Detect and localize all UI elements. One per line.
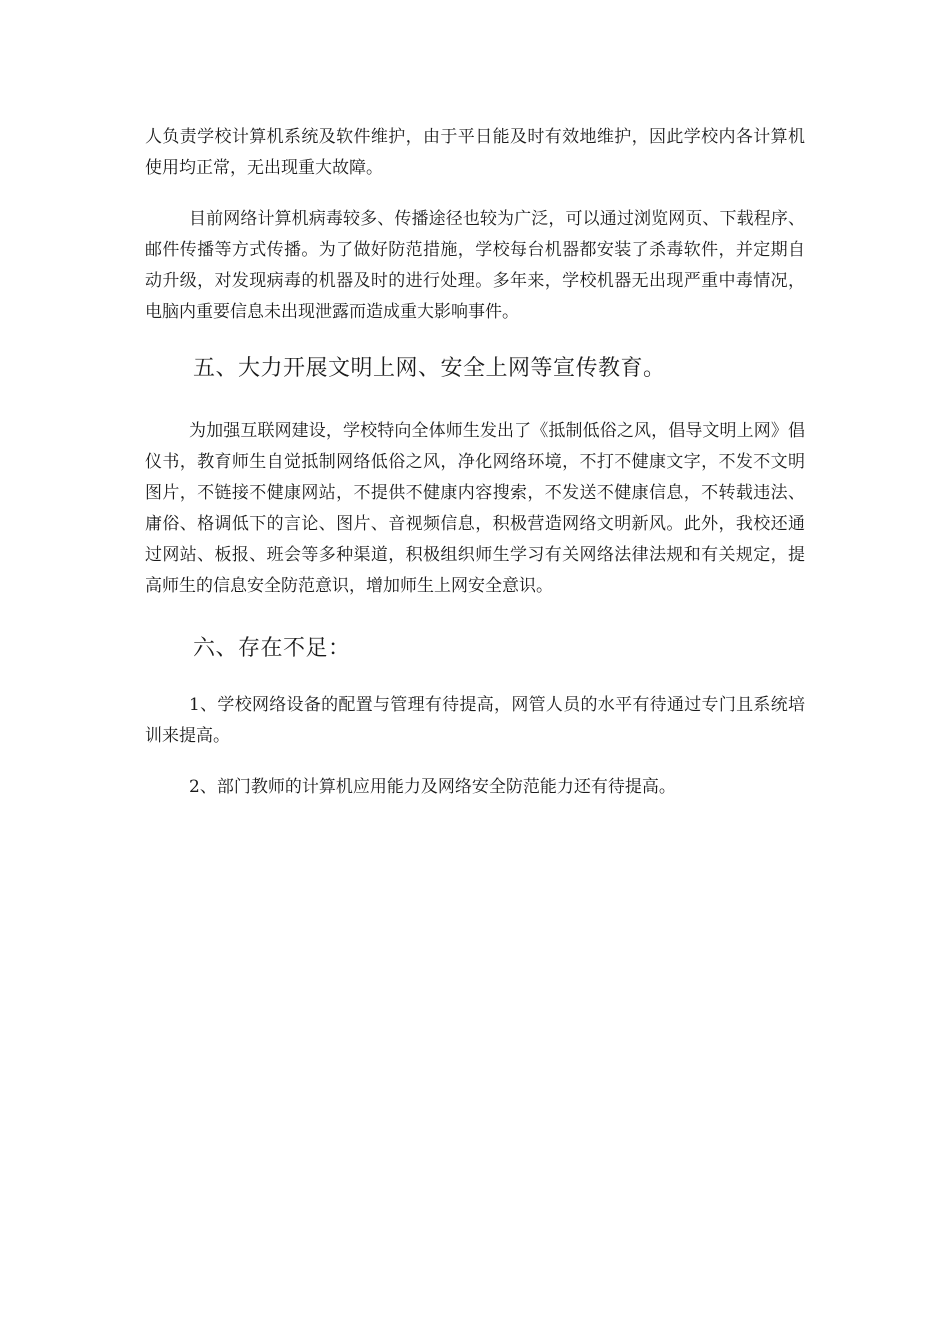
section-heading-six: 六、存在不足： [193,636,351,661]
document-page [145,122,805,803]
paragraph-continuation: 人负责学校计算机系统及软件维护，由于平日能及时有效地维护，因此学校内各计算机使用均正常，无出现重大故障。 [145,127,805,178]
paragraph-virus-protection: 目前网络计算机病毒较多、传播途径也较为广泛，可以通过浏览网页、下载程序、邮件传播等方式传播。为了做好防范措施，学校每台机器都安装了杀毒软件，并定期自动升级，对发现病毒的机器及时的进行处理。多年来，学校机器无出现严重中毒情况，电脑内重要信息未出现泄露而造成重大影响事件。 [145,209,805,322]
list-item-shortcoming-1: 1、学校网络设备的配置与管理有待提高，网管人员的水平有待通过专门且系统培训来提高。 [145,695,805,746]
list-item-shortcoming-2: 2、部门教师的计算机应用能力及网络安全防范能力还有待提高。 [189,777,676,797]
section-heading-five: 五、大力开展文明上网、安全上网等宣传教育。 [193,356,666,381]
paragraph-civilized-internet: 为加强互联网建设，学校特向全体师生发出了《抵制低俗之风，倡导文明上网》倡仪书，教育师生自觉抵制网络低俗之风，净化网络环境，不打不健康文字，不发不文明图片，不链接不健康网站，不提供不健康内容搜索，不发送不健康信息，不转载违法、庸俗、格调低下的言论、图片、音视频信息，积极营造网络文明新风。此外，我校还通过网站、板报、班会等多种渠道，积极组织师生学习有关网络法律法规和有关规定，提高师生的信息安全防范意识，增加师生上网安全意识。 [145,421,805,596]
